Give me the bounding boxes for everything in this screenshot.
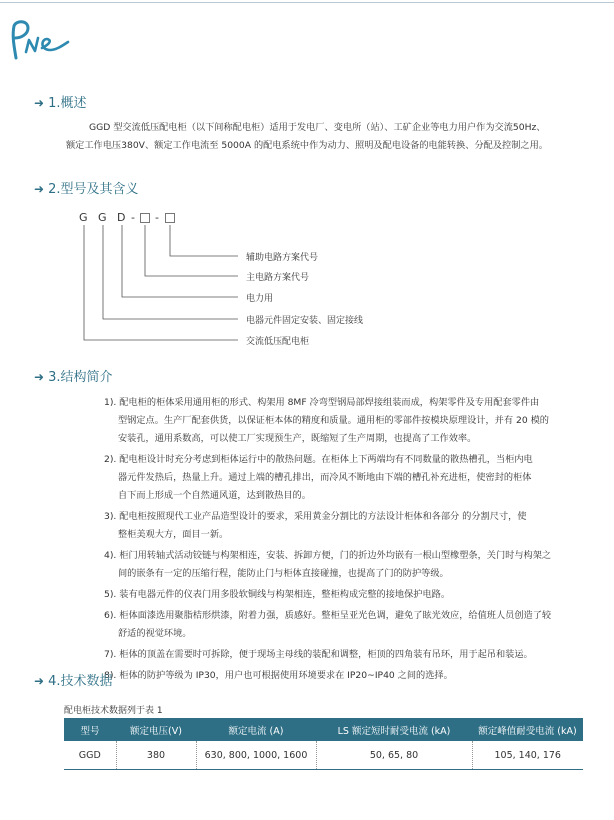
header-short-time: LS 额定短时耐受电流 (kA) bbox=[316, 718, 472, 741]
table-caption: 配电柜技术数据列于表 1 bbox=[64, 706, 163, 716]
header-model: 型号 bbox=[64, 718, 116, 741]
model-label-power: 电力用 bbox=[246, 294, 274, 304]
cell-voltage: 380 bbox=[116, 741, 196, 770]
model-letter-d: D bbox=[117, 211, 126, 224]
header-current: 额定电流 (A) bbox=[196, 718, 316, 741]
model-label-aux: 辅助电路方案代号 bbox=[246, 253, 319, 263]
model-label-fixed: 电器元件固定安装、固定接线 bbox=[246, 316, 364, 326]
arrow-right-icon: ➜ bbox=[34, 96, 45, 110]
cell-model: GGD bbox=[64, 741, 116, 770]
structure-item-7: 7). 柜体的顶盖在需要时可拆除，便于现场主母线的装配和调整，柜顶的四角装有吊环，用于起吊和装运。 bbox=[104, 649, 533, 660]
cell-short-time: 50, 65, 80 bbox=[316, 741, 472, 770]
model-letter-g1: G bbox=[79, 211, 88, 224]
table-header-row bbox=[64, 718, 583, 741]
structure-item-3: 3). 配电柜按照现代工业产品造型设计的要求，采用黄金分割比的方法设计柜体和各部分 的分割尺寸，使 整柜美观大方，面目一新。 bbox=[104, 511, 527, 540]
arrow-right-icon: ➜ bbox=[34, 182, 45, 196]
header-peak: 额定峰值耐受电流 (kA) bbox=[472, 718, 583, 741]
structure-item-1: 1). 配电柜的柜体采用通用柜的形式、构架用 8MF 冷弯型钢局部焊接组装而成，构架零件及专用配套零件由 型钢定点。生产厂配套供货，以保证柜本体的精度和质量。通用柜的零部件按模块原理设计，并有 20 模的 安装孔，通用系数高，可以使工厂实现预生产，既缩短了生产周期，也提高了工作效率。 bbox=[104, 397, 549, 444]
section-title-tech: ➜ 4.技术数据 bbox=[34, 674, 113, 689]
table-row bbox=[64, 741, 583, 770]
structure-item-4: 4). 柜门用转轴式活动铰链与构架相连，安装、拆卸方便，门的折边外均嵌有一根山型橡塑条，关门时与构架之 间的嵌条有一定的压缩行程，能防止门与柜体直接碰撞，也提高了门的防护等级。 bbox=[104, 550, 552, 579]
structure-item-6: 6). 柜体面漆选用聚脂桔形烘漆，附着力强，质感好。整柜呈亚光色调，避免了眩光效应，给值班人员创造了较 舒适的视觉环境。 bbox=[104, 610, 552, 639]
arrow-right-icon: ➜ bbox=[34, 370, 45, 384]
section-title-overview: ➜ 1.概述 bbox=[34, 96, 87, 111]
structure-item-5: 5). 装有电器元件的仪表门用多股软铜线与构架相连，整柜构成完整的接地保护电路。 bbox=[104, 589, 451, 600]
model-label-cabinet: 交流低压配电柜 bbox=[246, 337, 310, 347]
model-dash-2: - bbox=[155, 211, 159, 224]
arrow-right-icon: ➜ bbox=[34, 674, 45, 688]
structure-item-8: 8). 柜体的防护等级为 IP30，用户也可根据使用环境要求在 IP20~IP40 之间的选择。 bbox=[104, 670, 453, 681]
cell-peak: 105, 140, 176 bbox=[472, 741, 583, 770]
overview-line-1: GGD 型交流低压配电柜（以下间称配电柜）适用于发电厂、变电所（站）、工矿企业等电力用户作为交流50Hz、 bbox=[89, 122, 546, 133]
header-voltage: 额定电压(V) bbox=[116, 718, 196, 741]
cell-current: 630, 800, 1000, 1600 bbox=[196, 741, 316, 770]
structure-list bbox=[104, 394, 604, 688]
section-title-structure: ➜ 3.结构简介 bbox=[34, 370, 113, 385]
section-title-model: ➜ 2.型号及其含义 bbox=[34, 182, 139, 197]
model-letter-g2: G bbox=[98, 211, 107, 224]
model-dash-1: - bbox=[131, 211, 135, 224]
model-label-main: 主电路方案代号 bbox=[246, 273, 310, 283]
structure-item-2: 2). 配电柜设计时充分考虑到柜体运行中的散热问题。在柜体上下两端均有不同数量的散热槽孔，当柜内电 器元件发热后，热量上升。通过上端的槽孔排出，而冷风不断地由下端的槽孔补充进柜，使密封的柜体 自下而上形成一个自然通风道，达到散热目的。 bbox=[104, 454, 533, 501]
overview-line-2: 额定工作电压380V、额定工作电流至 5000A 的配电系统中作为动力、照明及配电设备的电能转换、分配及控制之用。 bbox=[66, 140, 548, 151]
tech-data-table bbox=[64, 718, 583, 770]
